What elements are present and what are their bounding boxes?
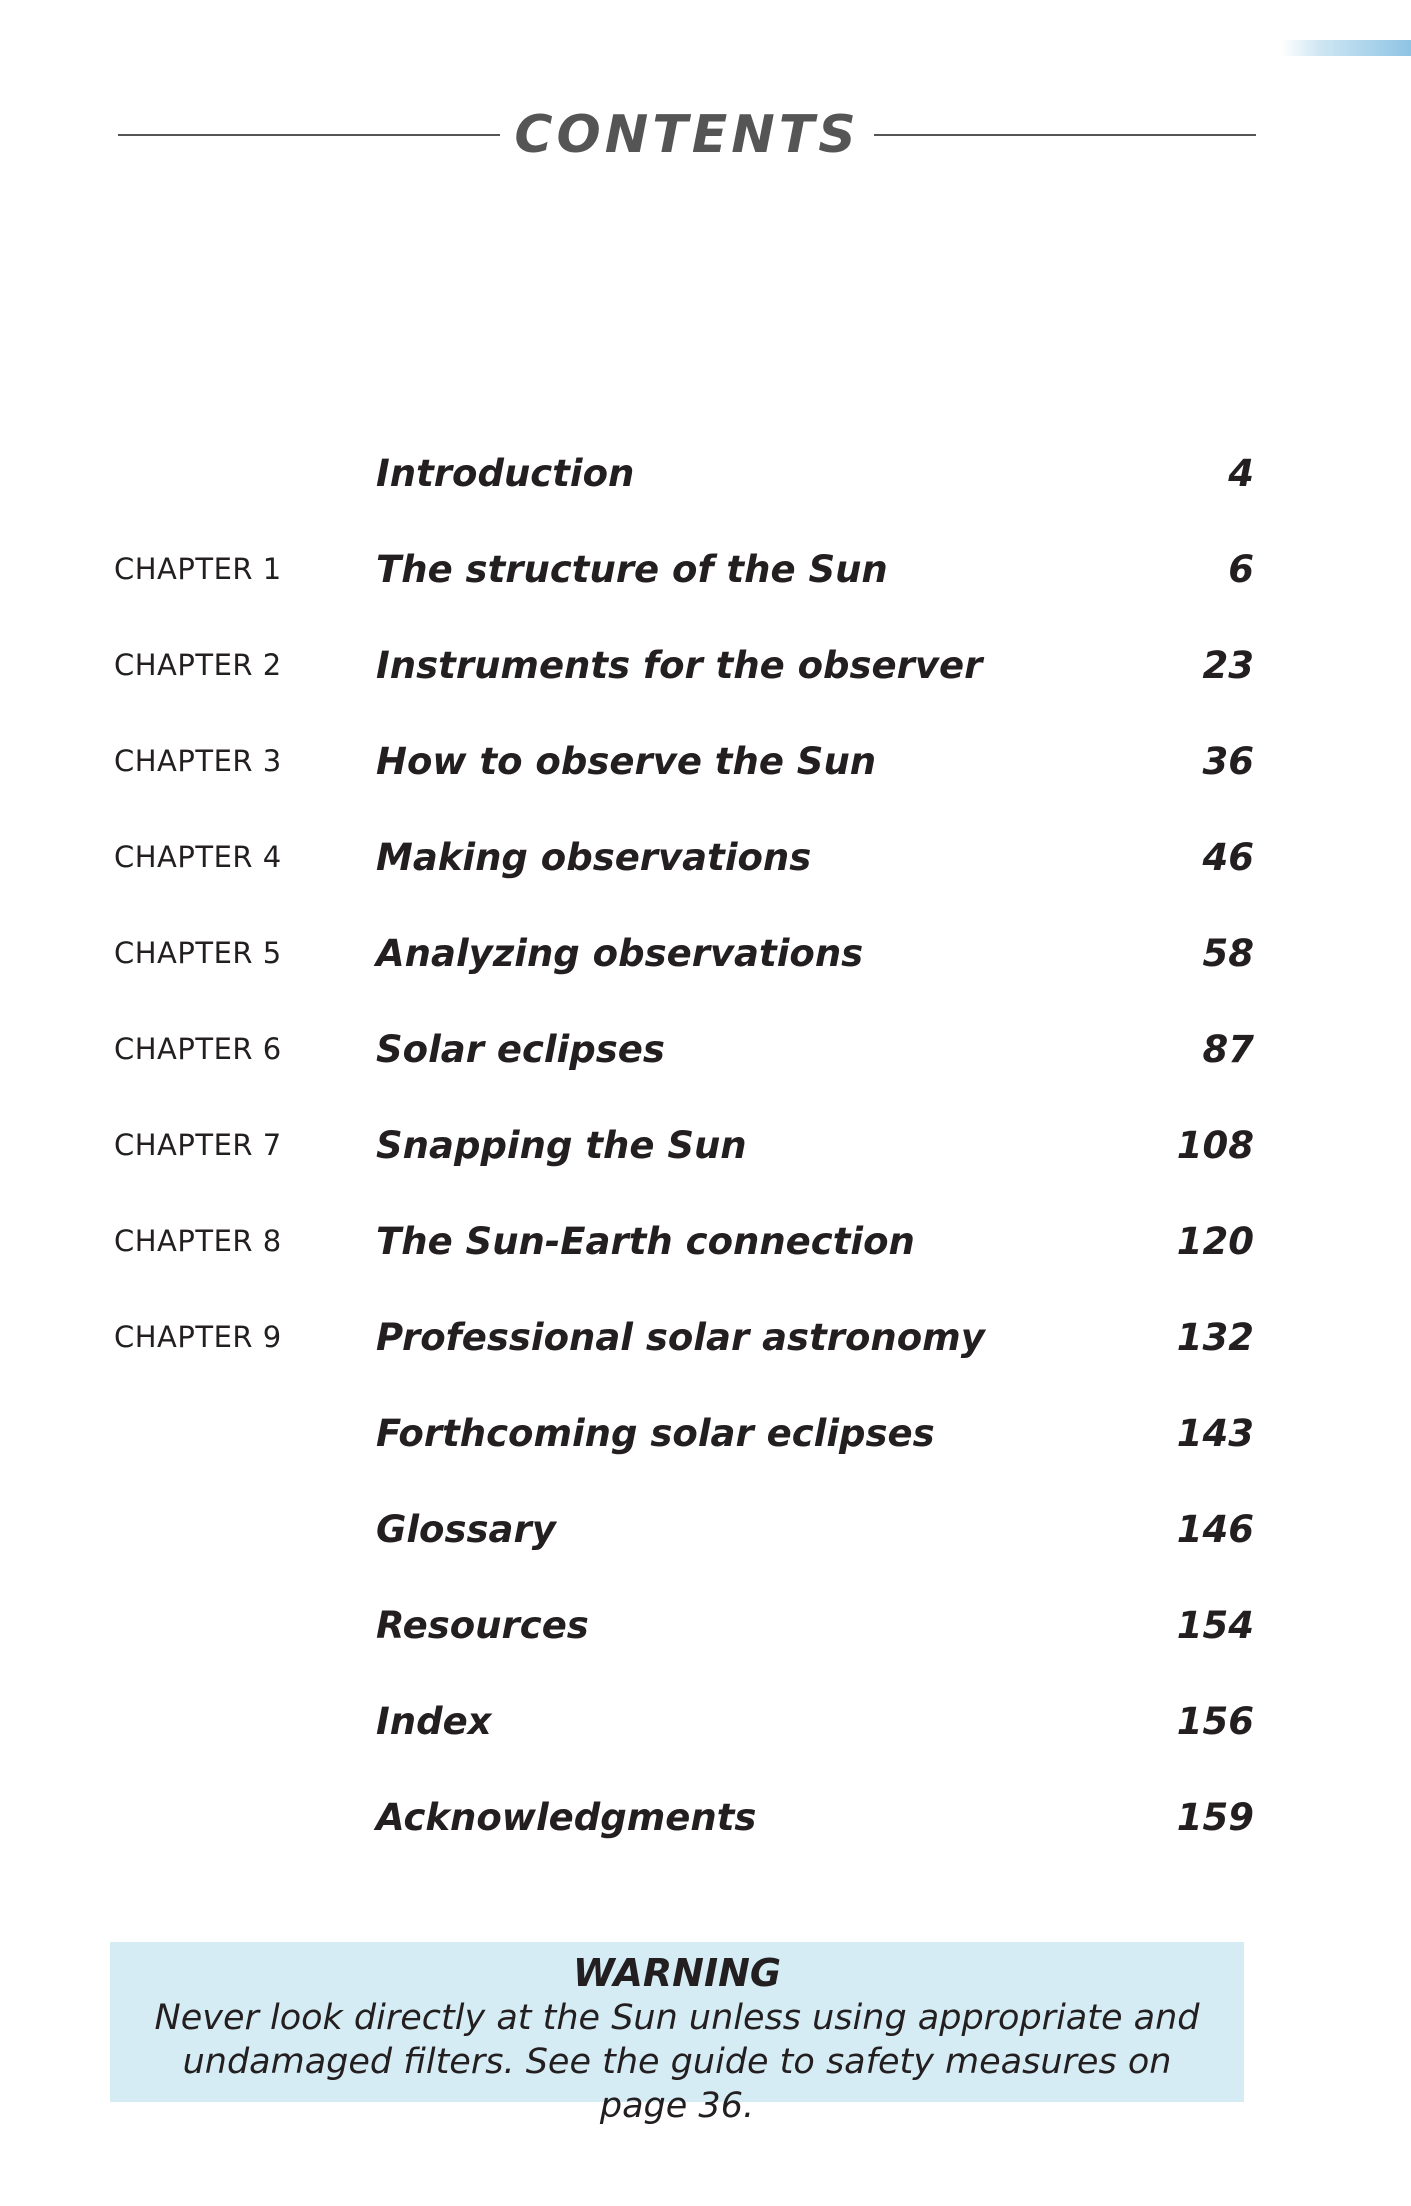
toc-row-forthcoming-eclipses[interactable]: [114, 1385, 1254, 1481]
entry-title: Acknowledgments: [376, 1795, 757, 1839]
entry-title: Forthcoming solar eclipses: [376, 1411, 935, 1455]
toc-row-chapter-5[interactable]: [114, 905, 1254, 1001]
entry-page-number: 146: [1176, 1507, 1254, 1551]
chapter-label: CHAPTER 7: [114, 1128, 282, 1162]
chapter-label: CHAPTER 1: [114, 552, 282, 586]
title-rule-right: [874, 134, 1256, 136]
entry-title: Instruments for the observer: [376, 643, 983, 687]
entry-title: Professional solar astronomy: [376, 1315, 985, 1359]
title-rule-left: [118, 134, 500, 136]
chapter-label: CHAPTER 4: [114, 840, 282, 874]
toc-row-chapter-6[interactable]: [114, 1001, 1254, 1097]
chapter-label: CHAPTER 9: [114, 1320, 282, 1354]
entry-title: Snapping the Sun: [376, 1123, 747, 1167]
entry-title: Making observations: [376, 835, 812, 879]
entry-title: Index: [376, 1699, 492, 1743]
entry-page-number: 6: [1228, 547, 1254, 591]
entry-title: Glossary: [376, 1507, 556, 1551]
entry-title: How to observe the Sun: [376, 739, 877, 783]
entry-page-number: 23: [1202, 643, 1254, 687]
entry-page-number: 4: [1228, 451, 1254, 495]
toc-row-index[interactable]: [114, 1673, 1254, 1769]
page-title: CONTENTS: [514, 105, 860, 165]
contents-header: [118, 100, 1256, 170]
entry-page-number: 87: [1202, 1027, 1254, 1071]
entry-title: Resources: [376, 1603, 589, 1647]
entry-page-number: 120: [1176, 1219, 1254, 1263]
entry-title: The structure of the Sun: [376, 547, 888, 591]
chapter-label: CHAPTER 8: [114, 1224, 282, 1258]
toc-row-introduction[interactable]: [114, 425, 1254, 521]
entry-page-number: 36: [1202, 739, 1254, 783]
warning-title: WARNING: [572, 1951, 782, 1995]
entry-title: Introduction: [376, 451, 635, 495]
entry-page-number: 154: [1176, 1603, 1254, 1647]
entry-page-number: 159: [1176, 1795, 1254, 1839]
entry-page-number: 143: [1176, 1411, 1254, 1455]
corner-color-tab: [1281, 40, 1411, 56]
entry-page-number: 108: [1176, 1123, 1254, 1167]
toc-row-chapter-2[interactable]: [114, 617, 1254, 713]
entry-page-number: 46: [1202, 835, 1254, 879]
chapter-label: CHAPTER 3: [114, 744, 282, 778]
toc-row-glossary[interactable]: [114, 1481, 1254, 1577]
entry-title: The Sun-Earth connection: [376, 1219, 915, 1263]
toc-row-acknowledgments[interactable]: [114, 1769, 1254, 1865]
entry-title: Solar eclipses: [376, 1027, 665, 1071]
warning-box: [110, 1942, 1244, 2126]
toc-row-chapter-8[interactable]: [114, 1193, 1254, 1289]
entry-page-number: 58: [1202, 931, 1254, 975]
toc-row-chapter-3[interactable]: [114, 713, 1254, 809]
toc-row-resources[interactable]: [114, 1577, 1254, 1673]
chapter-label: CHAPTER 5: [114, 936, 282, 970]
chapter-label: CHAPTER 6: [114, 1032, 282, 1066]
toc-row-chapter-7[interactable]: [114, 1097, 1254, 1193]
toc-row-chapter-4[interactable]: [114, 809, 1254, 905]
entry-title: Analyzing observations: [376, 931, 864, 975]
entry-page-number: 132: [1176, 1315, 1254, 1359]
toc-row-chapter-9[interactable]: [114, 1289, 1254, 1385]
entry-page-number: 156: [1176, 1699, 1254, 1743]
toc-row-chapter-1[interactable]: [114, 521, 1254, 617]
table-of-contents: [114, 425, 1254, 1865]
warning-text: Never look directly at the Sun unless using appropriate and undamaged filters. See the guide to safety measures on page 36.: [154, 1998, 1200, 2126]
chapter-label: CHAPTER 2: [114, 648, 282, 682]
